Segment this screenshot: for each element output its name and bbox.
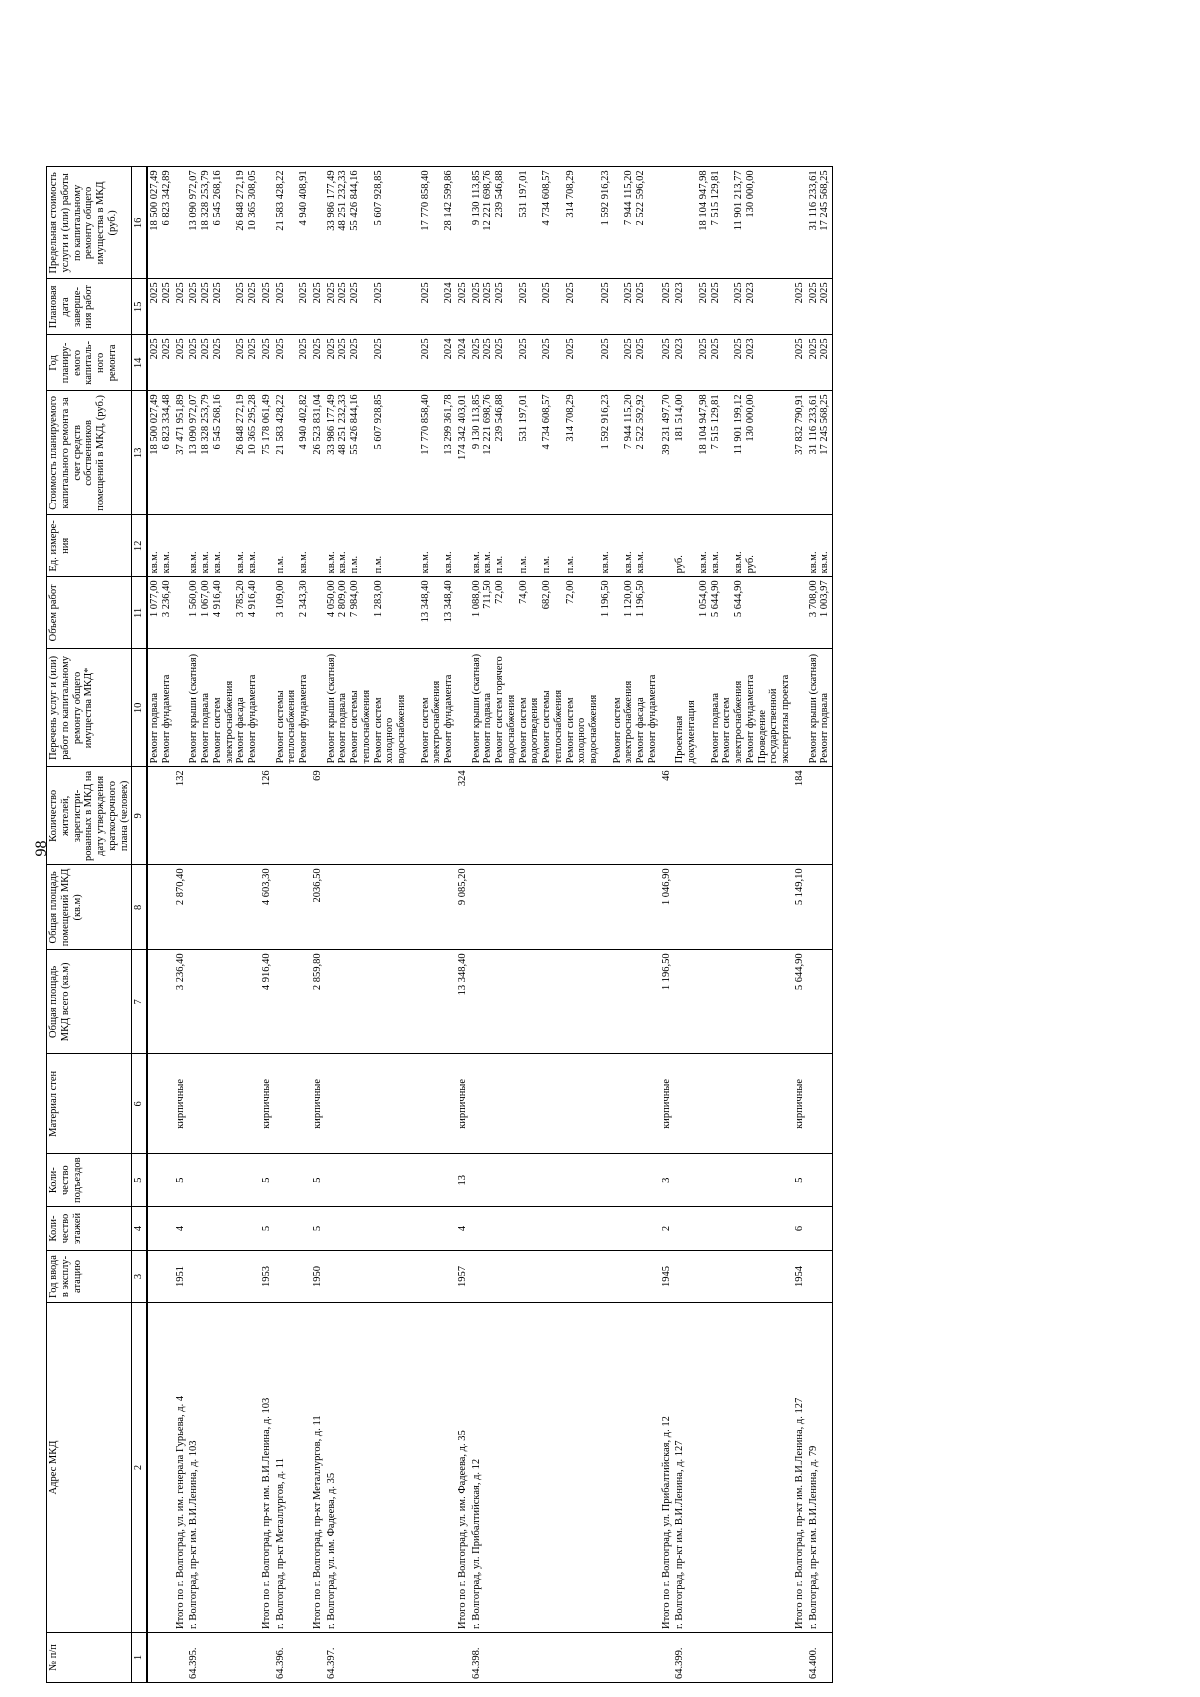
unit: руб. кв.м. кв.м. кв.м. руб. — [673, 515, 793, 577]
total-row — [660, 167, 674, 1683]
cost: 33 986 177,49 48 251 232,33 55 426 844,16 5 607 928,85 17 770 858,40 13 299 361,78 — [325, 391, 456, 515]
work-volume: 1 077,00 3 236,40 — [147, 577, 174, 649]
floors: 6 — [793, 1207, 807, 1251]
floors: 4 — [174, 1207, 188, 1251]
wall-material: кирпичные — [793, 1054, 807, 1154]
planned-year: 2025 2025 — [274, 335, 311, 391]
cost-limit: 21 583 428,22 4 940 408,91 — [274, 167, 311, 279]
year-built: 1951 — [174, 1251, 188, 1303]
header-cell: Год ввода в эксплу-атацию — [47, 1251, 132, 1303]
cost-limit: 9 130 113,85 12 221 698,76 239 546,88 531 197,01 4 734 608,57 314 708,29 1 592 916,23 7 944 115,20 2 522 596,02 — [470, 167, 660, 279]
table-row — [187, 167, 260, 1683]
header-cell: Перечень услуг и (или) работ по капитальному ремонту общего имущества МКД* — [47, 649, 132, 767]
table-row — [470, 167, 660, 1683]
works-list: Проектная документация Ремонт подвала Ремонт систем электроснабжения Ремонт фундамента Проведение государственной экспертизы проекта — [673, 649, 793, 767]
cost-limit: 31 116 233,61 17 245 568,25 — [807, 167, 833, 279]
planned-year: 2025 — [174, 335, 188, 391]
wall-material: кирпичные — [311, 1054, 325, 1154]
total-row — [456, 167, 470, 1683]
residents: 184 — [793, 767, 807, 865]
works-list: Ремонт крыши (скатная) Ремонт подвала Ремонт систем электроснабжения Ремонт фасада Ремонт фундамента — [187, 649, 260, 767]
column-number: 6 — [132, 1054, 147, 1154]
unit: кв.м. кв.м. кв.м. кв.м. кв.м. — [187, 515, 260, 577]
row-number: 64.399. — [673, 1633, 793, 1683]
cost: 13 090 972,07 18 328 253,79 6 545 268,16 26 848 272,19 10 365 295,28 — [187, 391, 260, 515]
planned-year: 2025 2025 2025 2025 2025 2024 — [325, 335, 456, 391]
year-built: 1953 — [260, 1251, 274, 1303]
finish-date: 2025 — [311, 279, 325, 335]
total-cost: 75 178 061,49 — [260, 391, 274, 515]
entrances: 5 — [311, 1154, 325, 1207]
total-row — [260, 167, 274, 1683]
cost-limit: 33 986 177,49 48 251 232,33 55 426 844,16 5 607 928,85 17 770 858,40 28 142 599,86 — [325, 167, 456, 279]
table-row — [274, 167, 311, 1683]
year-built: 1957 — [456, 1251, 470, 1303]
column-number: 2 — [132, 1303, 147, 1633]
residents: 46 — [660, 767, 674, 865]
row-number: 64.400. — [807, 1633, 833, 1683]
total-cost: 26 523 831,04 — [311, 391, 325, 515]
header-cell: Год планиру-емого капиталь-ного ремонта — [47, 335, 132, 391]
header-cell: Ед. измере-ния — [47, 515, 132, 577]
header-cell: Материал стен — [47, 1054, 132, 1154]
area-premises: 4 603,30 — [260, 865, 274, 950]
total-label: Итого по г. Волгоград, ул. Прибалтийская, д. 12 — [660, 1303, 674, 1633]
finish-date: 2025 — [793, 279, 807, 335]
area-premises: 9 085,20 — [456, 865, 470, 950]
row-number: 64.398. — [470, 1633, 660, 1683]
total-label: Итого по г. Волгоград, пр-кт Металлургов, д. 11 — [311, 1303, 325, 1633]
works-list: Ремонт подвала Ремонт фундамента — [147, 649, 174, 767]
address-cell: г. Волгоград, ул. им. Фадеева, д. 35 — [325, 1303, 456, 1633]
header-cell: Предельная стоимость услуги и (или) работы по капитальному ремонту общего имущества в МКД (руб.) — [47, 167, 132, 279]
total-row — [174, 167, 188, 1683]
finish-date: 2025 2025 — [807, 279, 833, 335]
column-number: 14 — [132, 335, 147, 391]
column-number: 1 — [132, 1633, 147, 1683]
column-number: 4 — [132, 1207, 147, 1251]
wall-material: кирпичные — [260, 1054, 274, 1154]
header-cell: Адрес МКД — [47, 1303, 132, 1633]
address-cell — [147, 1303, 174, 1633]
unit: кв.м. кв.м. п.м. п.м. кв.м. кв.м. — [325, 515, 456, 577]
residents: 126 — [260, 767, 274, 865]
header-cell: Плановая дата заверше-ния работ — [47, 279, 132, 335]
cost: 18 500 027,49 6 823 334,48 — [147, 391, 174, 515]
column-number-row — [132, 167, 147, 1683]
row-number: 64.397. — [325, 1633, 456, 1683]
column-number: 11 — [132, 577, 147, 649]
page-number: 98 — [33, 840, 50, 857]
table-row — [673, 167, 793, 1683]
residents: 69 — [311, 767, 325, 865]
works-list: Ремонт системы теплоснабжения Ремонт фундамента — [274, 649, 311, 767]
area-premises: 1 046,90 — [660, 865, 674, 950]
planned-year: 2025 — [793, 335, 807, 391]
finish-date: 2025 — [174, 279, 188, 335]
column-number: 9 — [132, 767, 147, 865]
column-number: 5 — [132, 1154, 147, 1207]
area-total: 5 644,90 — [793, 950, 807, 1054]
year-built: 1945 — [660, 1251, 674, 1303]
entrances: 13 — [456, 1154, 470, 1207]
area-total: 3 236,40 — [174, 950, 188, 1054]
cost: 21 583 428,22 4 940 402,82 — [274, 391, 311, 515]
planned-year: 2025 2025 2025 2025 2025 2025 2025 2025 2025 — [470, 335, 660, 391]
column-number: 8 — [132, 865, 147, 950]
header-cell: Стоимость планируемого капитального ремонта за счет средств собственников помещений в МКД, (руб.) — [47, 391, 132, 515]
year-built: 1950 — [311, 1251, 325, 1303]
total-cost: 174 342 403,01 — [456, 391, 470, 515]
unit: кв.м. кв.м. — [807, 515, 833, 577]
planned-year: 2025 — [260, 335, 274, 391]
planned-year: 2025 2025 — [807, 335, 833, 391]
floors: 5 — [311, 1207, 325, 1251]
work-volume: 3 708,00 1 003,97 — [807, 577, 833, 649]
address-cell: г. Волгоград, пр-кт им. В.И.Ленина, д. 127 — [673, 1303, 793, 1633]
work-volume: 1 560,00 1 067,00 4 916,40 3 785,20 4 916,40 — [187, 577, 260, 649]
column-number: 12 — [132, 515, 147, 577]
total-cost: 37 471 951,89 — [174, 391, 188, 515]
cost: 31 116 233,61 17 245 568,25 — [807, 391, 833, 515]
address-cell: г. Волгоград, ул. Прибалтийская, д. 12 — [470, 1303, 660, 1633]
column-number: 16 — [132, 167, 147, 279]
cost-limit: 13 090 972,07 18 328 253,79 6 545 268,16 26 848 272,19 10 365 308,05 — [187, 167, 260, 279]
floors: 4 — [456, 1207, 470, 1251]
cost-limit: 18 104 947,98 7 515 129,81 11 901 213,77 130 000,00 — [673, 167, 793, 279]
finish-date: 2025 2025 — [147, 279, 174, 335]
year-built: 1954 — [793, 1251, 807, 1303]
finish-date: 2025 — [660, 279, 674, 335]
planned-year: 2025 2025 — [147, 335, 174, 391]
total-label: Итого по г. Волгоград, пр-кт им. В.И.Ленина, д. 103 — [260, 1303, 274, 1633]
column-number: 10 — [132, 649, 147, 767]
work-volume: 3 109,00 2 343,30 — [274, 577, 311, 649]
work-volume: 1 054,00 5 644,90 5 644,90 — [673, 577, 793, 649]
entrances: 5 — [260, 1154, 274, 1207]
row-number: 64.395. — [187, 1633, 260, 1683]
cost: 9 130 113,85 12 221 698,76 239 546,88 531 197,01 4 734 608,57 314 708,29 1 592 916,23 7 944 115,20 2 522 592,92 — [470, 391, 660, 515]
finish-date: 2025 2025 2025 2025 2025 2024 — [325, 279, 456, 335]
capital-repair-table — [46, 166, 833, 1683]
floors: 5 — [260, 1207, 274, 1251]
finish-date: 2025 2025 2025 2025 2025 — [187, 279, 260, 335]
area-premises: 2036,50 — [311, 865, 325, 950]
work-volume: 1 088,00 711,50 72,00 74,00 682,00 72,00 1 196,50 1 120,00 1 196,50 — [470, 577, 660, 649]
cost: 181 514,00 18 104 947,98 7 515 129,81 11 901 199,12 130 000,00 — [673, 391, 793, 515]
finish-date: 2025 2025 2025 2025 2025 2025 2025 2025 2025 — [470, 279, 660, 335]
wall-material: кирпичные — [174, 1054, 188, 1154]
header-cell: Коли-чество подъездов — [47, 1154, 132, 1207]
total-label: Итого по г. Волгоград, пр-кт им. В.И.Ленина, д. 127 — [793, 1303, 807, 1633]
column-number: 3 — [132, 1251, 147, 1303]
header-row — [47, 167, 132, 1683]
finish-date: 2023 2025 2025 2025 2023 — [673, 279, 793, 335]
column-number: 7 — [132, 950, 147, 1054]
planned-year: 2025 2025 2025 2025 2025 — [187, 335, 260, 391]
works-list: Ремонт крыши (скатная) Ремонт подвала Ремонт системы теплоснабжения Ремонт систем холодного водоснабжения Ремонт систем электроснабжения Ремонт фундамента — [325, 649, 456, 767]
unit: кв.м. кв.м. — [147, 515, 174, 577]
address-cell: г. Волгоград, пр-кт Металлургов, д. 11 — [274, 1303, 311, 1633]
header-cell: Общая площадь помещений МКД (кв.м) — [47, 865, 132, 950]
entrances: 5 — [793, 1154, 807, 1207]
address-cell: г. Волгоград, пр-кт им. В.И.Ленина, д. 103 — [187, 1303, 260, 1633]
row-number: 64.396. — [274, 1633, 311, 1683]
entrances: 3 — [660, 1154, 674, 1207]
entrances: 5 — [174, 1154, 188, 1207]
work-volume: 4 050,00 2 809,00 7 984,00 1 283,00 13 348,40 13 348,40 — [325, 577, 456, 649]
area-total: 4 916,40 — [260, 950, 274, 1054]
address-cell: г. Волгоград, пр-кт им. В.И.Ленина, д. 79 — [807, 1303, 833, 1633]
total-cost: 37 832 790,91 — [793, 391, 807, 515]
works-list: Ремонт крыши (скатная) Ремонт подвала — [807, 649, 833, 767]
header-cell: Количество жителей, зарегистри-рованных в МКД на дату утверждения краткосрочного плана (человек) — [47, 767, 132, 865]
wall-material: кирпичные — [456, 1054, 470, 1154]
table-row — [147, 167, 174, 1683]
total-label: Итого по г. Волгоград, ул. им. Фадеева, д. 35 — [456, 1303, 470, 1633]
column-number: 13 — [132, 391, 147, 515]
cost-limit: 18 500 027,49 6 823 342,89 — [147, 167, 174, 279]
area-premises: 2 870,40 — [174, 865, 188, 950]
header-cell: № п/п — [47, 1633, 132, 1683]
row-number — [147, 1633, 174, 1683]
residents: 132 — [174, 767, 188, 865]
planned-year: 2025 — [660, 335, 674, 391]
finish-date: 2025 2025 — [274, 279, 311, 335]
unit: кв.м. кв.м. п.м. п.м. п.м. п.м. кв.м. кв.м. кв.м. — [470, 515, 660, 577]
planned-year: 2023 2025 2025 2025 2023 — [673, 335, 793, 391]
finish-date: 2025 — [456, 279, 470, 335]
total-row — [311, 167, 325, 1683]
table-row — [325, 167, 456, 1683]
floors: 2 — [660, 1207, 674, 1251]
total-label: Итого по г. Волгоград, ул. им. генерала Гурьева, д. 4 — [174, 1303, 188, 1633]
total-cost: 39 231 497,70 — [660, 391, 674, 515]
wall-material: кирпичные — [660, 1054, 674, 1154]
area-total: 1 196,50 — [660, 950, 674, 1054]
header-cell: Общая площадь МКД всего (кв.м) — [47, 950, 132, 1054]
header-cell: Объем работ — [47, 577, 132, 649]
header-cell: Коли-чество этажей — [47, 1207, 132, 1251]
planned-year: 2025 — [311, 335, 325, 391]
total-row — [793, 167, 807, 1683]
unit: п.м. кв.м. — [274, 515, 311, 577]
area-total: 2 859,80 — [311, 950, 325, 1054]
area-premises: 5 149,10 — [793, 865, 807, 950]
planned-year: 2024 — [456, 335, 470, 391]
residents: 324 — [456, 767, 470, 865]
column-number: 15 — [132, 279, 147, 335]
works-list: Ремонт крыши (скатная) Ремонт подвала Ремонт систем горячего водоснабжения Ремонт систем водоотведения Ремонт системы теплоснабжения Ремонт систем холодного водоснабжения Ремонт систем электроснабжения Ремонт фасада Ремонт фундамента — [470, 649, 660, 767]
area-total: 13 348,40 — [456, 950, 470, 1054]
table-row — [807, 167, 833, 1683]
finish-date: 2025 — [260, 279, 274, 335]
